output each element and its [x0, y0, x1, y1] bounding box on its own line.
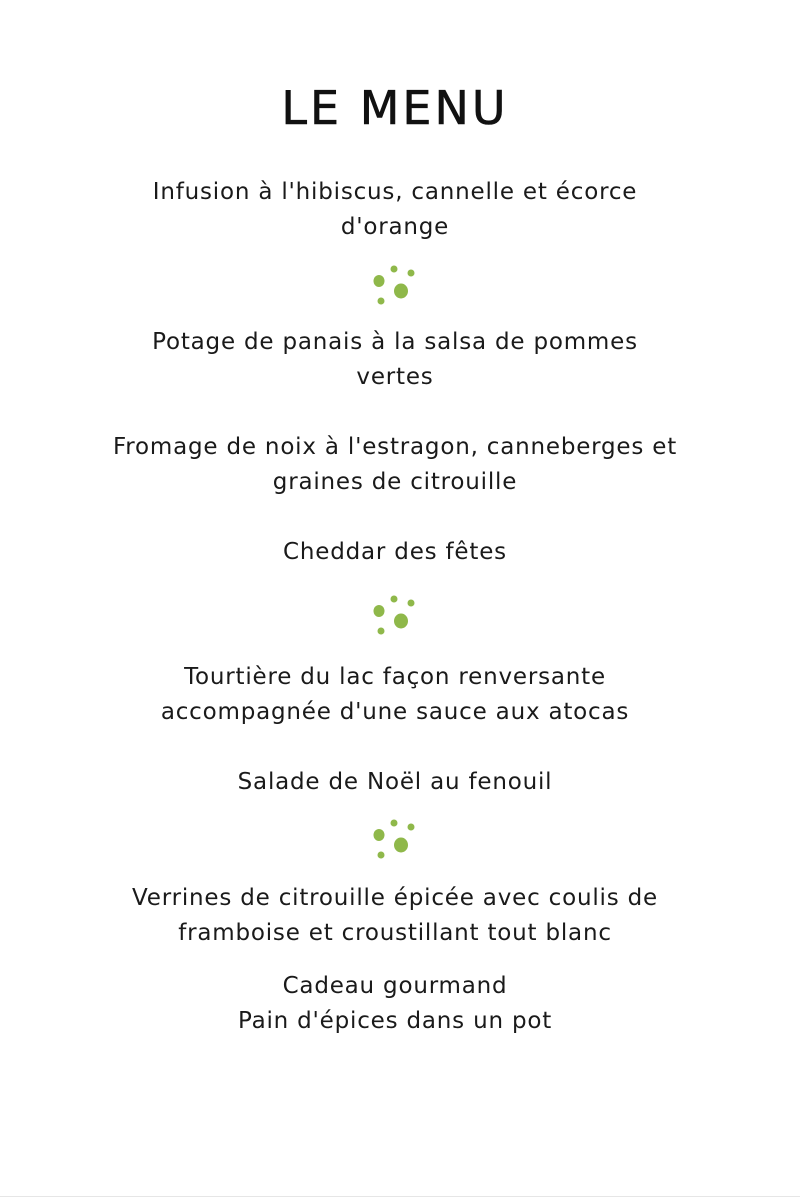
- menu-item-potage: Potage de panais à la salsa de pommes vertes: [152, 329, 638, 390]
- menu-item-fromage: Fromage de noix à l'estragon, canneberges et graines de citrouille: [112, 434, 678, 495]
- menu-item-tourtiere: Tourtière du lac façon renversante accompagnée d'une sauce aux atocas: [160, 664, 630, 725]
- menu-item-verrines: Verrines de citrouille épicée avec coulis de framboise et croustillant tout blanc: [132, 885, 658, 946]
- menu-item-infusion: Infusion à l'hibiscus, cannelle et écorce d'orange: [152, 179, 638, 240]
- green-dots-icon: [368, 264, 420, 306]
- green-dots-icon: [368, 594, 420, 636]
- menu-item-cadeau: Cadeau gourmand Pain d'épices dans un pot: [237, 973, 553, 1034]
- green-dots-icon: [368, 818, 420, 860]
- bottom-divider: [0, 1196, 800, 1197]
- page-title: LE MENU: [281, 81, 509, 135]
- menu-item-salade: Salade de Noël au fenouil: [237, 769, 553, 795]
- menu-item-cheddar: Cheddar des fêtes: [283, 539, 507, 565]
